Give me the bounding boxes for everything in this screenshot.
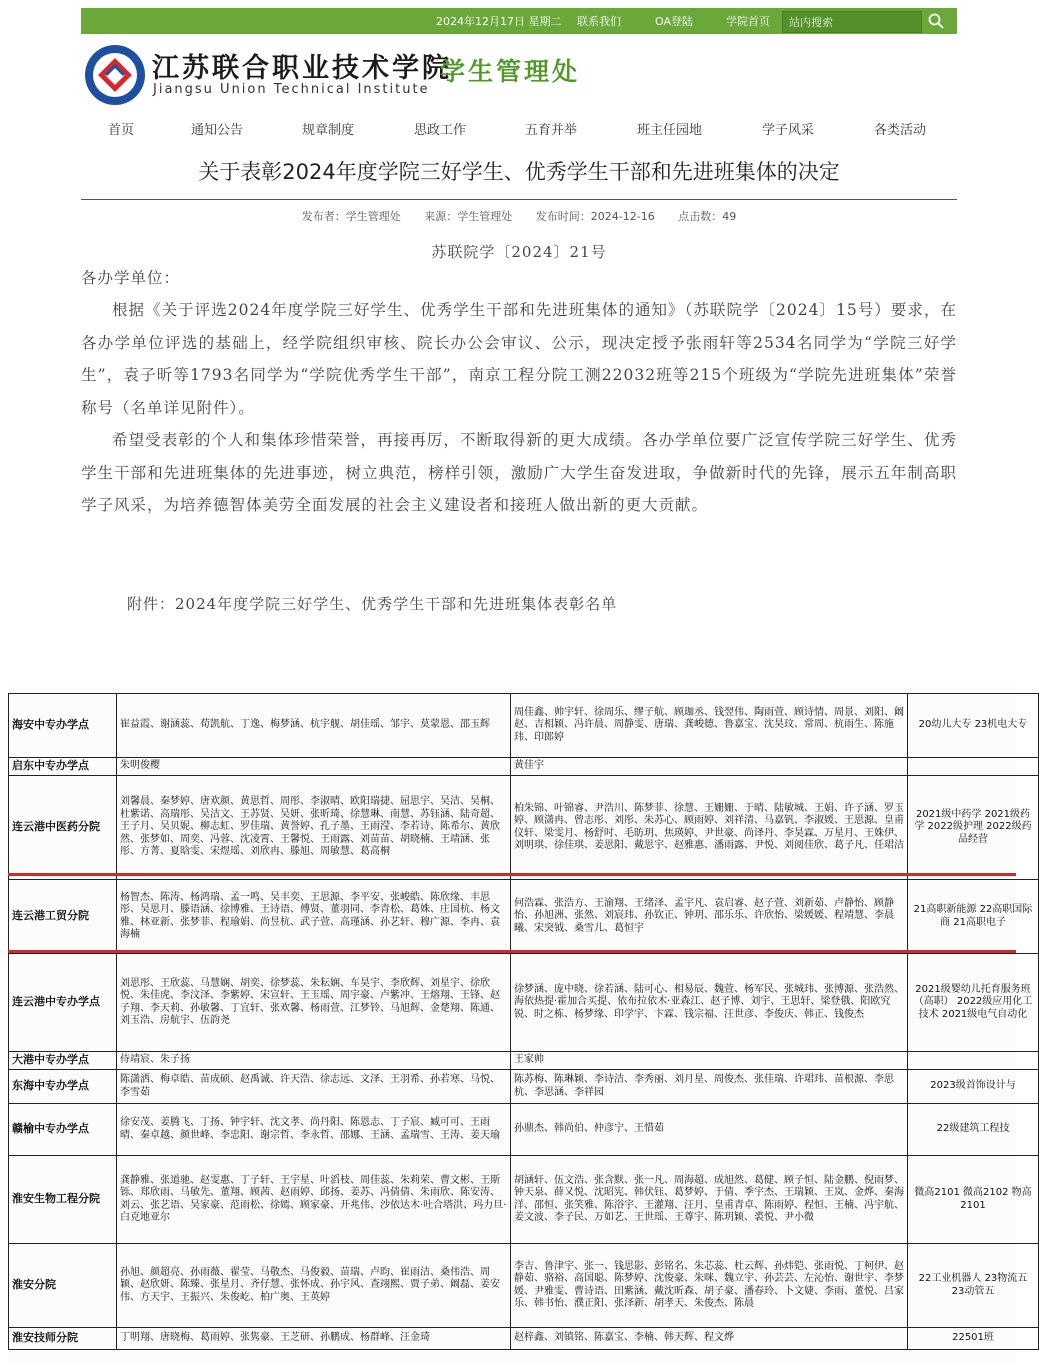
nav-item-class-teachers[interactable]: 班主任园地	[637, 123, 703, 138]
row-merit-students: 杨智杰、陈涛、杨鸿瑞、孟一鸣、吴丰奕、王思源、李平安、张峻皓、陈欣缘、丰思彤、吴思月、滕语涵、徐博雅、王诗语、傅贤、董羽同、李青松、葛姝、庄国杭、杨文雅、林亚新、张梦菲、程瑜娟、尚昱杭、武子萱、高瑾涵、孙艺轩、穆广源、李冉、袁海楠	[117, 880, 511, 954]
row-advanced-classes: 22工业机器人 23物流五 23动管五	[908, 1244, 1039, 1328]
article-paragraph-1: 根据《关于评选2024年度学院三好学生、优秀学生干部和先进班集体的通知》（苏联院学〔2024〕15号）要求，在各办学单位评选的基础上，经学院组织审核、院长办公会审议、公示，现决定授予张雨轩等2534名同学为“学院三好学生”，袁子昕等1793名同学为“学院优秀学生干部”，南京工程分院工测22032班等215个班级为“学院先进班集体”荣誉称号（名单详见附件）。	[81, 301, 957, 417]
article-title: 关于表彰2024年度学院三好学生、优秀学生干部和先进班集体的决定	[198, 160, 840, 184]
publisher: 学生管理处	[345, 210, 401, 223]
current-date: 2024年12月17日 星期二	[436, 15, 562, 28]
row-advanced-classes: 2021级婴幼儿托育服务班（高职） 2022级应用化工技术 2021级电气自动化	[908, 954, 1039, 1052]
row-student-cadres: 胡涵轩、伍文浩、张含默、张一凡、周海超、成旭然、葛健、顾子恒、陆金鹏、倪雨梦、钟天泉、薛又悦、沈昭宪、韩伏钰、葛梦婷、于倩、季宇杰、王瑞颖、王岚、金烨、秦海洋、邵恒、张笑雅、陈浴宇、王灌翔、汪月、皇甫青卓、陈雨婷、程恒、王楠、冯宇航、姜文波、李子民、万如艺、王世瑶、王尊宇、陈玥颖、裘悦、尹小微	[511, 1156, 908, 1244]
row-merit-students: 刘思彤、王欣蕊、马慧娴、胡奕、徐梦蕊、朱耘娴、车昊宇、李欣辉、刘星宇、徐欣悦、朱佳虎、李汶泽、李紫婷、宋宣轩、王玉瑶、周宇豪、卢紫冲、王熔翔、王锋、赵子翔、李天莉、孙敏馨、丁宜轩、张欢馨、杨雨萱、江梦铃、马旭辉、金楚翔、陈通、刘玉浩、房航宇、伍韵尧	[117, 954, 511, 1052]
row-merit-students: 刘馨晨、秦梦婷、唐欢颜、黄思哲、周彤、李淑晴、欧阳瑞捷、屈思宇、吴洁、吴桐、杜紫诺、高瑞彤、吴洁文、王苏贤、吴妍、张昕琦、徐慧琳、南慧、苏钰涵、陆奇超、王子月、吴贝妮、柳志虹、罗佳瑞、黄誉婷、孔子墨、王雨滢、李若诗、陈希尔、黄欣然、张梦如、周奕、冯蓉、沈凌霄、王馨悦、王雨露、刘苗苗、胡晓楠、王靖涵、张彤、方菁、夏晗雯、宋煜瑶、刘欣冉、滕旭、周敏慧、葛高桐	[117, 776, 511, 880]
row-merit-students: 孙旭、颜超亮、孙雨薇、翟莹、马敬杰、马俊毅、苗瑞、卢昀、崔雨洁、桑伟浩、周颖、赵欣妍、陈臻、张星月、齐仔慧、张怀成、孙宇风、查翊熙、贾子弟、阚磊、姜安伟、方天宇、王振兴、朱俊屹、柏广奥、王英婷	[117, 1244, 511, 1328]
click-count: 49	[722, 210, 737, 223]
award-row	[9, 758, 1039, 776]
source: 学生管理处	[457, 210, 513, 223]
school-home-link[interactable]: 学院首页	[726, 15, 770, 28]
row-unit: 连云港工贸分院	[9, 880, 117, 954]
award-row	[9, 880, 1039, 954]
article-meta: 发布者：学生管理处 来源：学生管理处 发布时间：2024-12-16 点击数：49	[301, 210, 737, 223]
row-advanced-classes	[908, 1052, 1039, 1070]
award-row	[9, 1070, 1039, 1104]
row-unit: 连云港中医药分院	[9, 776, 117, 880]
contact-link[interactable]: 联系我们	[577, 15, 621, 28]
row-student-cadres: 赵梓鑫、刘镇铭、陈嘉宝、李楠、韩天辉、程文烨	[511, 1328, 908, 1350]
row-unit: 赣榆中专办学点	[9, 1104, 117, 1156]
award-row	[9, 694, 1039, 758]
row-student-cadres: 黄佳宇	[511, 758, 908, 776]
article-paragraph-2: 希望受表彰的个人和集体珍惜荣誉，再接再厉，不断取得新的更大成绩。各办学单位要广泛宣传学院三好学生、优秀学生干部和先进班集体的先进事迹，树立典范，榜样引领，激励广大学生奋发进取，争做新时代的先锋，展示五年制高职学子风采，为培养德智体美劳全面发展的社会主义建设者和接班人做出新的更大贡献。	[81, 431, 957, 514]
row-unit: 连云港中专办学点	[9, 954, 117, 1052]
row-student-cadres: 陈苏梅、陈琳颖、李诗洁、李秀丽、刘月星、周俊杰、张佳瑞、许珺玮、苗根源、李思杭、李思涵、李祥园	[511, 1070, 908, 1104]
row-unit: 淮安分院	[9, 1244, 117, 1328]
row-merit-students: 朱明俊樱	[117, 758, 511, 776]
nav-item-student-style[interactable]: 学子风采	[762, 123, 815, 138]
award-row	[9, 1156, 1039, 1244]
row-student-cadres: 柏朱锦、叶锦睿、尹浩川、陈梦菲、徐慧、王姗姗、于晴、陆敏城、王娟、许子涵、罗玉婷、顾潇冉、曾志彤、刘彤、朱苏心、顾雨婷、刘祥清、马嘉钒、李淑媛、王思源、皇甫仪轩、梁雯月、杨舒吋、毛昉玥、焦瑛婷、尹世豪、尚译丹、李昊霖、万星月、王姝伊、刘明琪、徐佳琪、姜思阳、戴思宇、赵雅惠、潘雨露、尹悦、刘阅佳欣、葛子凡、任珺洁	[511, 776, 908, 880]
row-student-cadres: 周佳鑫、帅宇轩、徐周乐、缪子航、顾珈丞、钱翌伟、陶雨萱、顾诗情、周景、刘阳、阚赵、吉相颖、冯许晨、周静雯、唐瑞、龚峻德、鲁嘉宝、沈昊玟、常周、杭雨生、陈施玮、印郎婷	[511, 694, 908, 758]
row-unit: 淮安技师分院	[9, 1328, 117, 1350]
row-unit: 大港中专办学点	[9, 1052, 117, 1070]
publish-time: 2024-12-16	[590, 210, 655, 223]
search-placeholder: 站内搜索	[789, 16, 833, 29]
row-unit: 淮安生物工程分院	[9, 1156, 117, 1244]
row-unit: 启东中专办学点	[9, 758, 117, 776]
site-search-input[interactable]	[782, 11, 922, 33]
nav-item-five-education[interactable]: 五育并举	[525, 123, 578, 138]
row-advanced-classes: 2021级中药学 2021级药学 2022级护理 2022级药品经营	[908, 776, 1039, 880]
nav-item-ideology[interactable]: 思政工作	[414, 123, 467, 138]
row-advanced-classes: 微高2101 微高2102 物高2101	[908, 1156, 1039, 1244]
row-advanced-classes: 22级建筑工程技	[908, 1104, 1039, 1156]
award-row	[9, 776, 1039, 880]
document-number: 苏联院学〔2024〕21号	[431, 243, 607, 261]
row-unit: 海安中专办学点	[9, 694, 117, 758]
greeting: 各办学单位：	[81, 269, 181, 287]
highlight-line-top	[8, 873, 1016, 876]
title-divider	[81, 199, 957, 200]
row-unit: 东海中专办学点	[9, 1070, 117, 1104]
school-name-cn: 江苏联合职业技术学院	[152, 53, 452, 84]
nav-item-regulations[interactable]: 规章制度	[302, 123, 355, 138]
row-advanced-classes: 22501班	[908, 1328, 1039, 1350]
row-merit-students: 陈潇洒、梅卓皓、苗成硕、赵禹诚、许天浩、徐志远、文泽、王羽希、孙若寒、马悦、李雪茹	[117, 1070, 511, 1104]
award-list-table	[8, 693, 1039, 1350]
row-merit-students: 徐安茂、姜腾飞、丁扬、钟宇轩、沈文孝、尚丹阳、陈恩志、丁子宸、臧可可、王雨晴、秦卓越、颜世峰、李忠阳、谢宗哲、李永哲、邵娜、王涵、孟瑞雪、王涛、姜天瑜	[117, 1104, 511, 1156]
row-student-cadres: 徐梦涵、庞中晓、徐若涵、陆可心、相易辰、魏萱、杨军民、张城玮、张博源、张浩然、海依热提·霍加合买提、依布拉依木·亚森江、赵子博、刘宇、王思轩、梁登俄、阳欧究锐、时之栋、杨梦缘、印学宇、卞霖、钱宗福、汪世彦、李俊庆、韩正、钱俊杰	[511, 954, 908, 1052]
award-row	[9, 1244, 1039, 1328]
award-list-scan	[8, 685, 1033, 1365]
row-advanced-classes: 21高职新能源 22高职国际商 21高职电子	[908, 880, 1039, 954]
row-merit-students: 龚静雅、张道驰、赵雯惠、丁子轩、王宇星、叶滔枝、周佳蕊、朱莉荣、曹文彬、王斯铄、郑欣雨、马敏先、董翔、顾茜、赵雨婷、邱扬、姜苏、冯倩倩、朱雨欣、陈安涛、刘云、张艺语、吴家豪、范雨松、徐嫣、顾家豪、开兆伟、沙依达木·吐合塔洪、玛力旦·白克地亚尔	[117, 1156, 511, 1244]
row-advanced-classes	[908, 758, 1039, 776]
award-row	[9, 1052, 1039, 1070]
nav-item-home[interactable]: 首页	[108, 123, 135, 138]
row-merit-students: 崔益霞、谢涵蕊、荀凯航、丁逸、梅梦涵、杭宇舰、胡佳瑶、邹宇、莫蒙恩、邵玉辉	[117, 694, 511, 758]
row-advanced-classes: 2023级首饰设计与	[908, 1070, 1039, 1104]
highlight-line-bottom	[8, 950, 1016, 953]
school-name-en: Jiangsu Union Technical Institute	[153, 82, 430, 97]
award-row	[9, 954, 1039, 1052]
nav-item-activities[interactable]: 各类活动	[874, 123, 927, 138]
search-icon[interactable]	[927, 12, 945, 30]
row-student-cadres: 孙鼎杰、韩尚伯、仲彦宁、王惜茹	[511, 1104, 908, 1156]
award-row	[9, 1328, 1039, 1350]
top-utility-bar	[81, 8, 957, 34]
nav-item-notices[interactable]: 通知公告	[191, 123, 244, 138]
department-name: 学生管理处	[440, 57, 581, 86]
row-student-cadres: 李吉、鲁津宇、张一、钱思影、彭铭名、朱芯蕊、杜云辉、孙炜铠、张雨悦、丁柯伊、赵静茹、骆裕、高国聪、陈梦婷、沈俊豪、朱咪、魏立宇、孙芸芸、左沁怡、谢世宇、李梦媛、尹雅雯、曹诗语、田紫涵、戴沈昕森、胡子豪、潘春玲、卜文婕、李雨、董悦、吕家乐、韩书怡、濮正阳、张泽新、胡孝天、朱俊杰、陈晨	[511, 1244, 908, 1328]
row-merit-students: 侍靖宸、朱子扬	[117, 1052, 511, 1070]
attachment-link[interactable]: 附件：2024年度学院三好学生、优秀学生干部和先进班集体表彰名单	[127, 595, 618, 613]
row-merit-students: 丁明翔、唐晓梅、葛雨婷、张隽豪、王芝研、孙鹏成、杨群峰、汪金琦	[117, 1328, 511, 1350]
school-logo[interactable]	[84, 44, 146, 106]
row-student-cadres: 王家帅	[511, 1052, 908, 1070]
row-student-cadres: 何浩霖、张浩方、王渝翔、王绪泽、孟宇凡、袁启睿、赵子萱、刘新茹、卢静怡、顾静怡、孙旭洲、张然、刘宸玮、孙钦正、钟玥、邵乐乐、许欣怡、梁媛媛、程靖慧、李晨曦、宋突钺、桑雪儿、葛恒宇	[511, 880, 908, 954]
row-advanced-classes: 20幼儿大专 23机电大专	[908, 694, 1039, 758]
oa-login-link[interactable]: OA登陆	[655, 15, 693, 28]
award-row	[9, 1104, 1039, 1156]
